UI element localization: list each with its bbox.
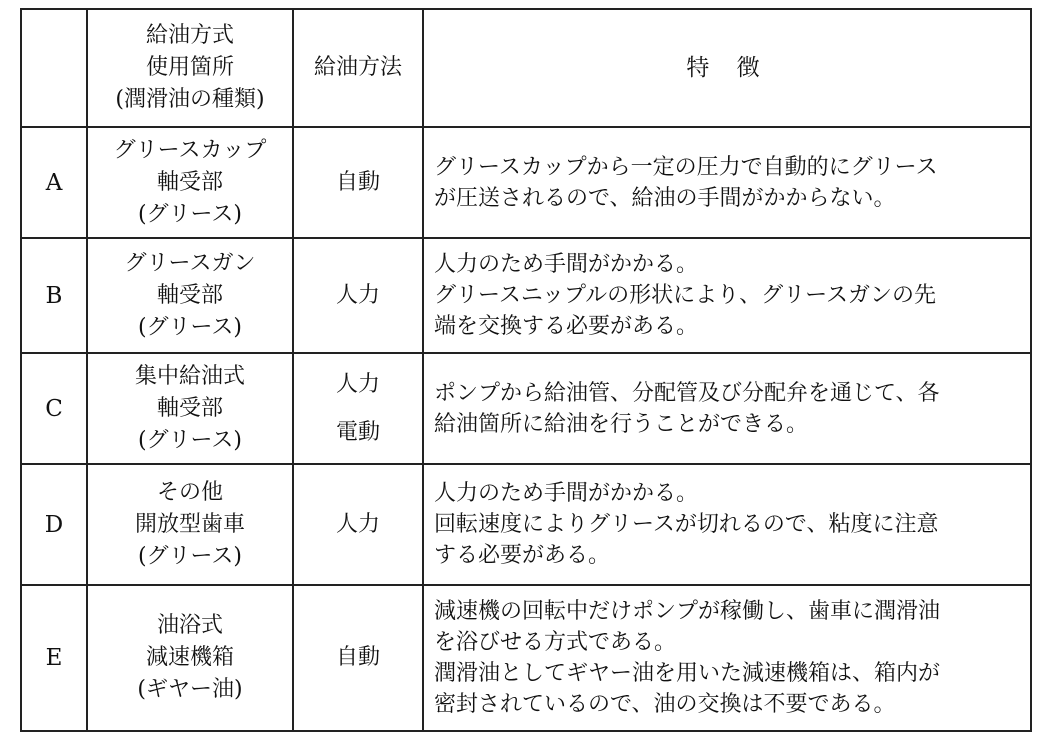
table-row xyxy=(21,353,1031,464)
row-method-line: 自動 xyxy=(335,169,380,195)
row-method-cell xyxy=(293,585,423,731)
row-method-line: 人力 xyxy=(335,282,380,308)
row-type-line: (グリース) xyxy=(137,427,243,453)
row-type-line: 集中給油式 xyxy=(134,363,245,389)
row-feature-line: を浴びせる方式である。 xyxy=(434,630,677,655)
row-method-line: 電動 xyxy=(335,419,380,445)
row-type-line: (グリース) xyxy=(137,543,243,569)
row-label: A xyxy=(21,127,87,238)
row-feature-line: 人力のため手間がかかる。 xyxy=(434,481,699,506)
row-feature-line: する必要がある。 xyxy=(434,543,611,568)
row-type-line: グリースカップ xyxy=(113,137,267,163)
row-feature-line: 密封されているので、油の交換は不要である。 xyxy=(434,692,896,717)
header-type-line-2: 使用箇所 xyxy=(145,55,234,80)
table-row xyxy=(21,127,1031,238)
row-feature-line: 給油箇所に給油を行うことができる。 xyxy=(434,411,809,437)
row-label: C xyxy=(21,353,87,464)
row-method-cell xyxy=(293,464,423,585)
row-method-line: 自動 xyxy=(335,645,380,670)
header-type-line-1: 給油方式 xyxy=(145,23,234,48)
row-type-line: 軸受部 xyxy=(156,282,223,308)
row-method-cell xyxy=(293,238,423,353)
row-type-cell xyxy=(87,238,293,353)
row-type-cell xyxy=(87,585,293,731)
row-feature-line: 回転速度によりグリースが切れるので、粘度に注意 xyxy=(434,512,939,537)
row-label: D xyxy=(21,464,87,585)
row-feature-line: グリースカップから一定の圧力で自動的にグリース xyxy=(434,154,938,180)
row-type-cell xyxy=(87,353,293,464)
row-type-cell xyxy=(87,127,293,238)
header-method-cell: 給油方法 xyxy=(293,9,423,127)
header-row xyxy=(21,9,1031,127)
row-feature-line: グリースニップルの形状により、グリースガンの先 xyxy=(434,283,937,308)
row-feature-line: が圧送されるので、給油の手間がかからない。 xyxy=(434,185,896,211)
header-features-cell: 特 徴 xyxy=(423,9,1031,127)
row-features-cell xyxy=(423,353,1031,464)
row-label: E xyxy=(21,585,87,731)
row-type-line: (ギヤー油) xyxy=(137,677,243,702)
row-type-line: (グリース) xyxy=(137,201,243,227)
row-type-line: グリースガン xyxy=(124,250,256,276)
row-type-cell xyxy=(87,464,293,585)
row-type-line: 減速機箱 xyxy=(145,645,234,670)
header-label-cell xyxy=(21,9,87,127)
row-method-line: 人力 xyxy=(335,371,380,397)
header-type-line-3: (潤滑油の種類) xyxy=(115,87,265,112)
row-type-line: 軸受部 xyxy=(156,395,223,421)
row-type-line: 開放型歯車 xyxy=(134,511,245,537)
table-row xyxy=(21,585,1031,731)
row-type-line: 油浴式 xyxy=(156,613,223,638)
row-features-cell xyxy=(423,127,1031,238)
row-method-cell xyxy=(293,353,423,464)
table-row xyxy=(21,464,1031,585)
row-type-line: その他 xyxy=(156,479,223,505)
row-feature-line: 潤滑油としてギヤー油を用いた減速機箱は、箱内が xyxy=(434,661,941,686)
row-feature-line: 減速機の回転中だけポンプが稼働し、歯車に潤滑油 xyxy=(434,599,941,624)
row-type-line: 軸受部 xyxy=(156,169,223,195)
row-label: B xyxy=(21,238,87,353)
row-features-cell xyxy=(423,464,1031,585)
row-method-cell xyxy=(293,127,423,238)
row-feature-line: 人力のため手間がかかる。 xyxy=(434,252,699,277)
row-features-cell xyxy=(423,585,1031,731)
header-type-cell xyxy=(87,9,293,127)
row-feature-line: 端を交換する必要がある。 xyxy=(434,314,699,339)
row-method-line: 人力 xyxy=(335,511,380,537)
row-type-line: (グリース) xyxy=(137,314,243,340)
row-feature-line: ポンプから給油管、分配管及び分配弁を通じて、各 xyxy=(434,380,940,406)
lubrication-methods-table xyxy=(20,8,1032,732)
row-features-cell xyxy=(423,238,1031,353)
table-row xyxy=(21,238,1031,353)
